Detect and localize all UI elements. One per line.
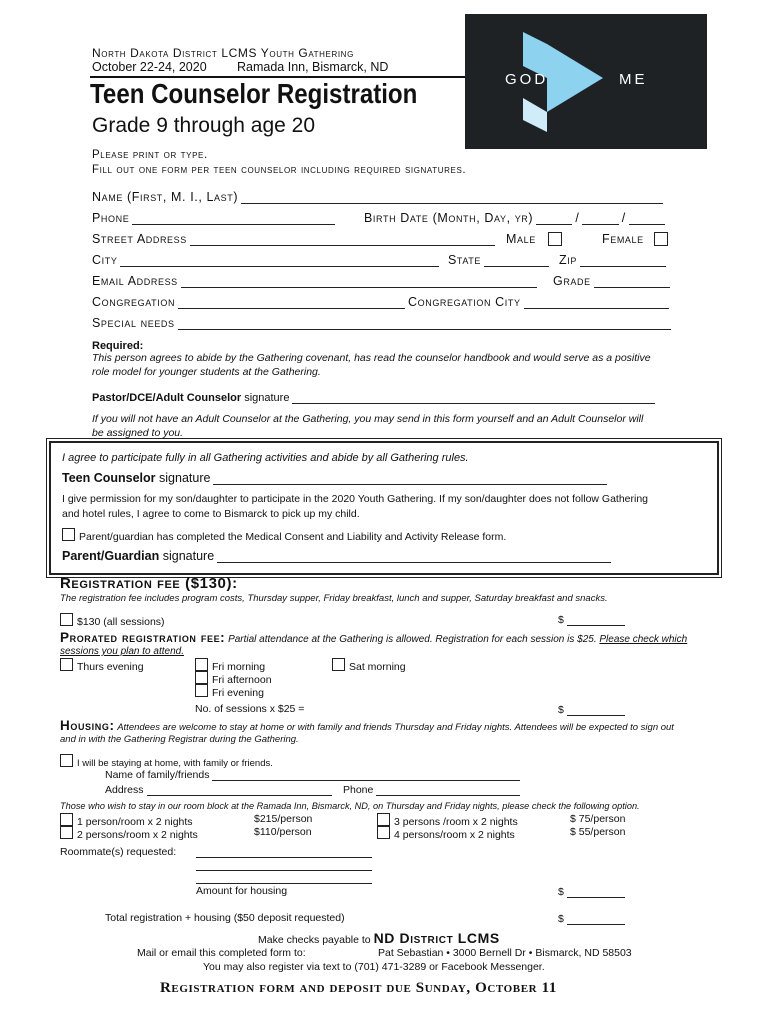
grade-label: Grade (553, 274, 591, 288)
pastor-signature-row (92, 391, 658, 404)
address-field[interactable] (147, 783, 332, 796)
teen-signature-field[interactable] (213, 472, 607, 485)
due-date-line: Registration form and deposit due Sunday, October 11 (160, 980, 557, 996)
mail-label: Mail or email this completed form to: (137, 947, 306, 959)
fee-dollar-label: $ (558, 614, 564, 626)
room-option-3-price: $ 75/person (570, 813, 626, 825)
payable-line (258, 930, 500, 946)
congregation-field[interactable] (178, 296, 405, 309)
family-name-label: Name of family/friends (105, 769, 210, 781)
city-label: City (92, 253, 118, 267)
thurs-evening-checkbox[interactable] (60, 658, 73, 671)
god-me-logo (465, 14, 707, 149)
female-checkbox[interactable] (654, 232, 668, 246)
pastor-signature-field[interactable] (292, 391, 655, 404)
room-option-1-label: 1 person/room x 2 nights (77, 816, 193, 828)
note-text-2: be assigned to you. (92, 427, 184, 439)
roommate-field-3[interactable] (196, 883, 372, 884)
fri-afternoon-checkbox[interactable] (195, 671, 208, 684)
male-label: Male (506, 232, 536, 246)
birth-year-field[interactable] (629, 212, 665, 225)
payee-name: ND District LCMS (373, 930, 500, 946)
housing-description-2: and in with the Gathering Registrar during the Gathering. (60, 734, 299, 745)
sat-morning-label: Sat morning (349, 661, 406, 673)
name-label: Name (First, M. I., Last) (92, 190, 239, 204)
room-option-2 (60, 826, 198, 841)
total-amount-field[interactable] (567, 912, 625, 925)
agree-text: I agree to participate fully in all Gathering activities and abide by all Gathering rules. (62, 452, 469, 464)
fri-evening-option (195, 684, 264, 699)
grade-field[interactable] (594, 275, 670, 288)
teen-label: Teen Counselor (62, 471, 156, 485)
sat-morning-checkbox[interactable] (332, 658, 345, 671)
fri-morning-label: Fri morning (212, 661, 266, 673)
email-row (92, 274, 540, 288)
prorated-check-note-2: sessions you plan to attend. (60, 646, 184, 657)
room-block-note: Those who wish to stay in our room block at the Ramada Inn, Bismarck, ND, on Thursday and Friday nights, please check the following option. (60, 801, 640, 811)
fee-option-row (60, 613, 165, 628)
email-field[interactable] (181, 275, 537, 288)
teen-signature-label: signature (159, 471, 211, 485)
home-option (60, 754, 273, 769)
room-option-2-checkbox[interactable] (60, 826, 73, 839)
fee-amount-row (558, 613, 628, 626)
housing-heading: Housing: (60, 718, 115, 733)
event-venue: Ramada Inn, Bismarck, ND (237, 60, 389, 74)
room-option-3-label: 3 persons /room x 2 nights (394, 816, 518, 828)
fri-evening-label: Fri evening (212, 687, 264, 699)
parent-signature-row (62, 549, 614, 563)
fri-morning-checkbox[interactable] (195, 658, 208, 671)
prorated-heading: Prorated registration fee: (60, 630, 226, 645)
pastor-label: Pastor/DCE/Adult Counselor (92, 392, 242, 404)
congregation-row (92, 295, 408, 309)
sessions-dollar-label: $ (558, 704, 564, 716)
prorated-check-note: Please check which (599, 634, 688, 645)
street-field[interactable] (190, 233, 495, 246)
room-option-1-checkbox[interactable] (60, 813, 73, 826)
fee-amount-field[interactable] (567, 613, 625, 626)
sat-morning-option (332, 658, 406, 673)
thurs-evening-label: Thurs evening (77, 661, 144, 673)
prorated-description: Partial attendance at the Gathering is allowed. Registration for each session is $25. (228, 634, 597, 645)
zip-field[interactable] (580, 254, 666, 267)
total-label: Total registration + housing ($50 deposit requested) (105, 912, 345, 924)
congregation-city-label: Congregation City (408, 295, 521, 309)
page-title: Teen Counselor Registration (90, 78, 418, 109)
special-needs-label: Special needs (92, 316, 175, 330)
note-text-1: If you will not have an Adult Counselor at the Gathering, you may send in this form yourself and an Adult Counselor will (92, 413, 644, 425)
room-option-1-price: $215/person (254, 813, 313, 825)
birth-date-row: Birth Date (Month, Day, yr) / / (364, 211, 668, 225)
fee-all-sessions-checkbox[interactable] (60, 613, 73, 626)
sessions-amount-row (558, 703, 628, 716)
congregation-city-field[interactable] (524, 296, 669, 309)
required-text-1: This person agrees to abide by the Gathering covenant, has read the counselor handbook and would serve as a positive (92, 352, 651, 364)
fri-afternoon-label: Fri afternoon (212, 674, 272, 686)
parent-signature-field[interactable] (217, 550, 611, 563)
email-label: Email Address (92, 274, 178, 288)
state-row (448, 253, 552, 267)
fri-evening-checkbox[interactable] (195, 684, 208, 697)
sessions-amount-field[interactable] (567, 703, 625, 716)
home-checkbox[interactable] (60, 754, 73, 767)
state-label: State (448, 253, 482, 267)
street-label: Street Address (92, 232, 187, 246)
payable-label: Make checks payable to (258, 934, 371, 946)
address-row (105, 783, 335, 796)
text-register-line: You may also register via text to (701) 471-3289 or Facebook Messenger. (203, 961, 545, 973)
female-option (602, 232, 672, 246)
logo-right-text: ME (619, 71, 648, 88)
consent-row (62, 528, 506, 543)
logo-left-text: GOD (505, 71, 549, 88)
roommates-label: Roommate(s) requested: (60, 846, 177, 858)
family-name-field[interactable] (212, 768, 520, 781)
zip-label: Zip (559, 253, 577, 267)
page-subtitle: Grade 9 through age 20 (92, 114, 316, 137)
fee-heading: Registration fee ($130): (60, 575, 238, 592)
male-option (506, 232, 566, 246)
parent-label: Parent/Guardian (62, 549, 160, 563)
female-label: Female (602, 232, 644, 246)
housing-line-1 (60, 718, 674, 733)
address-label: Address (105, 784, 144, 796)
special-needs-field[interactable] (178, 317, 671, 330)
mail-address: Pat Sebastian • 3000 Bernell Dr • Bismarck, ND 58503 (378, 947, 632, 959)
housing-amount-label: Amount for housing (196, 885, 288, 897)
room-option-4-price: $ 55/person (570, 826, 626, 838)
roommate-field-1[interactable] (196, 857, 372, 858)
birth-date-label: Birth Date (Month, Day, yr) (364, 211, 534, 225)
birth-month-field[interactable] (536, 212, 572, 225)
family-name-row (105, 768, 523, 781)
consent-label: Parent/guardian has completed the Medical Consent and Liability and Activity Release form. (79, 531, 507, 543)
fee-all-sessions-label: $130 (all sessions) (77, 616, 165, 628)
roommate-field-2[interactable] (196, 870, 372, 871)
teen-signature-row (62, 471, 610, 485)
birth-day-field[interactable] (582, 212, 618, 225)
permission-text-1: I give permission for my son/daughter to participate in the 2020 Youth Gathering. If my son/daughter does not follow Gathering (62, 493, 649, 505)
room-option-4 (377, 826, 515, 841)
sessions-label: No. of sessions x $25 = (195, 703, 305, 715)
instruction-2: Fill out one form per teen counselor including required signatures. (92, 164, 467, 176)
parent-signature-label: signature (162, 549, 215, 563)
congregation-city-row (408, 295, 672, 309)
male-checkbox[interactable] (548, 232, 562, 246)
thurs-evening-option (60, 658, 144, 673)
total-dollar-label: $ (558, 913, 564, 925)
zip-row (559, 253, 669, 267)
chevron-logo-icon (465, 14, 707, 149)
city-field[interactable] (120, 254, 439, 267)
phone-row (92, 211, 338, 225)
prorated-line-1 (60, 630, 687, 645)
housing-phone-field[interactable] (376, 783, 520, 796)
congregation-label: Congregation (92, 295, 176, 309)
required-text-2: role model for younger students at the Gathering. (92, 366, 321, 378)
housing-phone-row (343, 783, 523, 796)
city-row (92, 253, 442, 267)
fee-description: The registration fee includes program costs, Thursday supper, Friday breakfast, lunch and supper, Saturday breakfast and snacks. (60, 593, 608, 604)
room-option-2-price: $110/person (254, 826, 312, 838)
housing-phone-label: Phone (343, 784, 374, 796)
housing-dollar-label: $ (558, 886, 564, 898)
permission-text-2: and hotel rules, I agree to come to Bismarck to pick up my child. (62, 508, 360, 520)
instruction-1: Please print or type. (92, 149, 208, 161)
grade-row (553, 274, 673, 288)
phone-field[interactable] (132, 212, 335, 225)
housing-amount-row (558, 885, 628, 898)
housing-description: Attendees are welcome to stay at home or with family and friends Thursday and Friday nights. Attendees will be expected to sign out (117, 722, 674, 733)
name-field[interactable] (241, 191, 663, 204)
event-dates: October 22-24, 2020 (92, 60, 207, 74)
phone-label: Phone (92, 211, 130, 225)
housing-amount-field[interactable] (567, 885, 625, 898)
room-option-2-label: 2 persons/room x 2 nights (77, 829, 198, 841)
room-option-3-checkbox[interactable] (377, 813, 390, 826)
room-option-4-checkbox[interactable] (377, 826, 390, 839)
required-heading: Required: (92, 340, 144, 352)
pastor-signature-label: signature (244, 392, 290, 404)
name-row (92, 190, 666, 204)
total-amount-row (558, 912, 628, 925)
org-name: North Dakota District LCMS Youth Gathering (92, 46, 354, 60)
street-row (92, 232, 498, 246)
special-needs-row (92, 316, 674, 330)
consent-checkbox[interactable] (62, 528, 75, 541)
room-option-4-label: 4 persons/room x 2 nights (394, 829, 515, 841)
home-label: I will be staying at home, with family or friends. (77, 758, 273, 769)
state-field[interactable] (484, 254, 549, 267)
